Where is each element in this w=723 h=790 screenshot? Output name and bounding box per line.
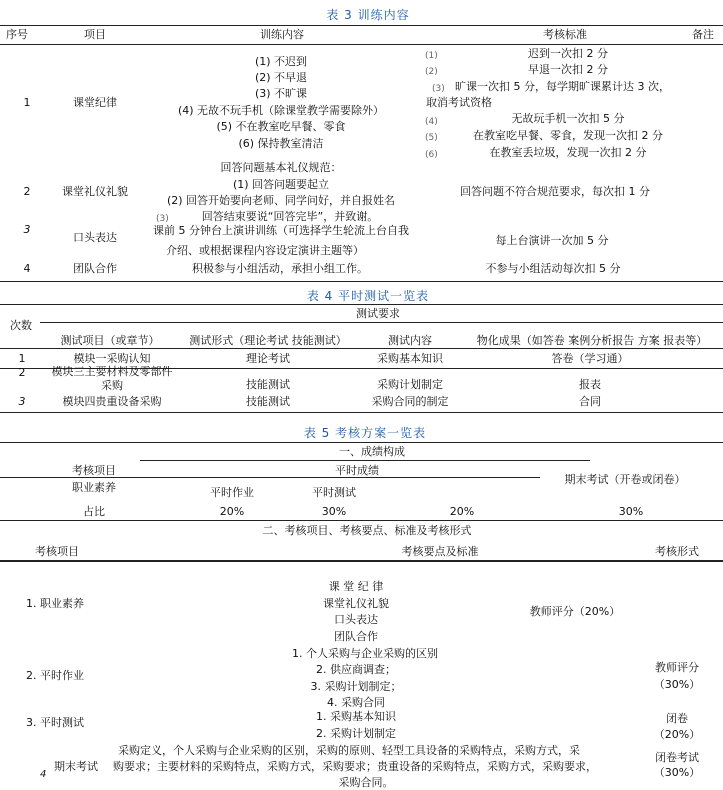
table5-row2-item: 2. 平时作业	[26, 669, 84, 682]
table4-header-rule	[0, 348, 723, 349]
table3-row1-criteria-3: 旷课一次扣 5 分，每学期旷课累计达 3 次，	[455, 80, 670, 93]
table5-row4-point-1: 采购定义，个人采购与企业采购的区别，采购的原则、轻型工具设备的采购特点，采购方式，采	[118, 744, 580, 757]
table4-row2-project-1: 模块三主要材料及零部件	[51, 365, 173, 378]
table3-row3-content-2: 介绍、或根据课程内容设定演讲主题等）	[166, 244, 364, 257]
table4-row2-no: 2	[18, 366, 26, 379]
table5-row2-point-4: 4. 采购合同	[327, 696, 385, 709]
table3-header-criteria: 考核标准	[543, 28, 587, 41]
table5-final: 期末考试（开卷或闭卷）	[564, 473, 686, 486]
table3-row1-criteria-num-1: (1)	[425, 51, 438, 61]
table5-ratio-quality: 20%	[219, 505, 245, 518]
table3-header-remark: 备注	[692, 28, 714, 41]
table5-row4-item: 期末考试	[54, 760, 98, 773]
table5-col-quality: 职业素养	[72, 481, 116, 494]
table3-row1-criteria-5: 在教室吃早餐、零食，发现一次扣 2 分	[473, 129, 663, 142]
table3-row2-no: 2	[23, 185, 31, 198]
table3-row4-criteria: 不参与小组活动每次扣 5 分	[485, 262, 621, 275]
table5-col-test: 平时测试	[312, 486, 356, 499]
table5-row3-item: 3. 平时测试	[26, 716, 84, 729]
table3-row1-criteria-num-6: (6)	[425, 150, 438, 160]
table4-row3-no: 3	[18, 395, 26, 408]
table5-row2-point-3: 3. 采购计划制定；	[310, 680, 402, 693]
table5-row3-form-2: （20%）	[653, 728, 701, 741]
table5-top-rule	[0, 442, 723, 443]
table5-row2-form-2: （30%）	[653, 678, 701, 691]
table5-row2-form-1: 教师评分	[655, 661, 699, 674]
table3-header-no: 序号	[6, 28, 28, 41]
table3-header-content: 训练内容	[260, 28, 304, 41]
table3-row1-criteria-num-3: (3)	[432, 84, 445, 94]
table4-header-project: 测试项目（或章节）	[60, 334, 160, 347]
table4-header-form: 测试形式（理论考试 技能测试）	[189, 334, 347, 347]
table3-header-rule	[0, 44, 723, 45]
table3-row1-no: 1	[23, 96, 31, 109]
table5-row3-form-1: 闭卷	[666, 712, 688, 725]
table3-row1-content-1: (1) 不迟到	[254, 55, 308, 68]
table4-group-rule	[40, 322, 723, 323]
table4-row3-content: 采购合同的制定	[371, 395, 449, 408]
table4-header-content: 测试内容	[388, 334, 432, 347]
table5-row4-form-2: （30%）	[653, 766, 701, 779]
table3-top-rule	[0, 25, 723, 26]
table5-row2-point-2: 2. 供应商调查；	[316, 663, 396, 676]
table5-ratio-rule	[0, 520, 723, 521]
table5-regular: 平时成绩	[335, 464, 379, 477]
table3-header-item: 项目	[84, 28, 106, 41]
table4-group-header: 测试要求	[356, 307, 400, 320]
table4-bottom-rule	[0, 412, 723, 413]
table3-row1-criteria-1: 迟到一次扣 2 分	[528, 47, 608, 60]
table4-row3-result: 合同	[579, 395, 601, 408]
table3-row3-no: 3	[23, 223, 31, 236]
table5-ratio-homework: 30%	[321, 505, 347, 518]
table5-caption: 表 5 考核方案一览表	[303, 426, 427, 440]
table3-row2-content-1: 回答问题基本礼仪规范：	[220, 161, 342, 174]
table5-row1-point-3: 口头表达	[334, 613, 378, 626]
table5-row3-point-2: 2. 采购计划制定	[316, 727, 396, 740]
table3-row4-content: 积极参与小组活动，承担小组工作。	[192, 262, 368, 275]
table4-row3-form: 技能测试	[246, 395, 290, 408]
table5-row1-point-1: 课 堂 纪 律	[328, 580, 384, 593]
table5-ratio-label: 占比	[83, 505, 105, 518]
table4-top-rule	[0, 304, 723, 305]
table3-row1-criteria-num-2: (2)	[425, 67, 438, 77]
table3-row2-item: 课堂礼仪礼貌	[62, 185, 128, 198]
table3-row2-criteria: 回答问题不符合规范要求，每次扣 1 分	[460, 185, 650, 198]
table4-row1-no: 1	[18, 352, 26, 365]
table5-row1-point-2: 课堂礼仪礼貌	[323, 597, 389, 610]
table3-row1-content-3: (3) 不旷课	[254, 87, 308, 100]
table5-ratio-final: 30%	[618, 505, 644, 518]
table3-row1-content-4: (4) 无故不玩手机（除课堂教学需要除外）	[177, 104, 385, 117]
table3-row1-content-2: (2) 不早退	[254, 71, 308, 84]
table4-caption: 表 4 平时测试一览表	[306, 289, 430, 303]
table3-row4-no: 4	[23, 262, 31, 275]
table5-header2-points: 考核要点及标准	[401, 545, 479, 558]
table4-row2-content: 采购计划制定	[377, 378, 443, 391]
table3-row4-item: 团队合作	[73, 262, 117, 275]
table5-ratio-test: 20%	[449, 505, 475, 518]
table5-header2-form: 考核形式	[655, 545, 699, 558]
table3-caption: 表 3 训练内容	[326, 8, 410, 22]
table3-row3-item: 口头表达	[73, 231, 117, 244]
table4-row1-form: 理论考试	[246, 352, 290, 365]
table5-section1: 一、成绩构成	[339, 445, 405, 458]
table3-row2-content-2: (1) 回答问题要起立	[232, 178, 330, 191]
table3-row1-criteria-num-4: (4)	[425, 117, 438, 127]
table4-row3-project: 模块四贵重设备采购	[62, 395, 162, 408]
table3-row1-content-6: (6) 保持教室清洁	[238, 137, 324, 150]
table4-row1-content: 采购基本知识	[377, 352, 443, 365]
table3-bottom-rule	[0, 281, 723, 282]
table4-row2-project-2: 采购	[101, 379, 123, 392]
table5-row2-point-1: 1. 个人采购与企业采购的区别	[292, 647, 438, 660]
table4-row2-form: 技能测试	[246, 378, 290, 391]
table4-header-no: 次数	[10, 319, 32, 332]
table4-row2-result: 报表	[579, 378, 601, 391]
table5-row1-item: 1. 职业素养	[26, 597, 84, 610]
table5-row1-form: 教师评分（20%）	[529, 605, 621, 618]
table3-row1-criteria-4: 无故玩手机一次扣 5 分	[511, 112, 625, 125]
table5-item-label: 考核项目	[72, 464, 116, 477]
table5-section2: 二、考核项目、考核要点、标准及考核形式	[262, 524, 472, 537]
table5-row4-point-3: 采购合同。	[338, 776, 394, 789]
table4-header-result: 物化成果（如答卷 案例分析报告 方案 报表等）	[476, 334, 708, 347]
table5-row1-point-4: 团队合作	[334, 630, 378, 643]
table5-row4-form-1: 闭卷考试	[655, 751, 699, 764]
table3-row1-criteria-2: 早退一次扣 2 分	[528, 63, 608, 76]
table5-row4-no: 4	[40, 769, 47, 780]
table5-section1-rule	[140, 460, 590, 461]
table3-row1-content-5: (5) 不在教室吃早餐、零食	[216, 120, 346, 133]
table3-row1-criteria-3b: 取消考试资格	[426, 96, 492, 109]
table3-row2-content-4: 回答结束要说“回答完毕”，并致谢。	[201, 210, 379, 223]
table5-row3-point-1: 1. 采购基本知识	[316, 710, 396, 723]
table4-row1-result: 答卷（学习通）	[551, 352, 629, 365]
table3-row1-criteria-num-5: (5)	[425, 133, 438, 143]
table3-row1-criteria-6: 在教室丢垃圾，发现一次扣 2 分	[489, 146, 647, 159]
table5-row4-point-2: 购要求；主要材料的采购特点，采购方式，采购要求；贵重设备的采购特点，采购方式，采购要求，	[113, 760, 597, 773]
table3-row2-content-num-3: (3)	[156, 214, 169, 224]
table5-regular-rule	[0, 477, 540, 478]
table4-row1-project: 模块一采购认知	[73, 352, 151, 365]
table3-row3-criteria: 每上台演讲一次加 5 分	[495, 234, 609, 247]
table5-header2-item: 考核项目	[35, 545, 79, 558]
table5-col-homework: 平时作业	[210, 486, 254, 499]
table3-row3-content-1: 课前 5 分钟台上演讲训练（可选择学生轮流上台自我	[153, 224, 409, 237]
table3-row1-item: 课堂纪律	[73, 96, 117, 109]
table3-row2-content-3: (2) 回答开始要向老师、同学问好，并自报姓名	[166, 194, 396, 207]
table5-header2-rule	[0, 560, 723, 562]
